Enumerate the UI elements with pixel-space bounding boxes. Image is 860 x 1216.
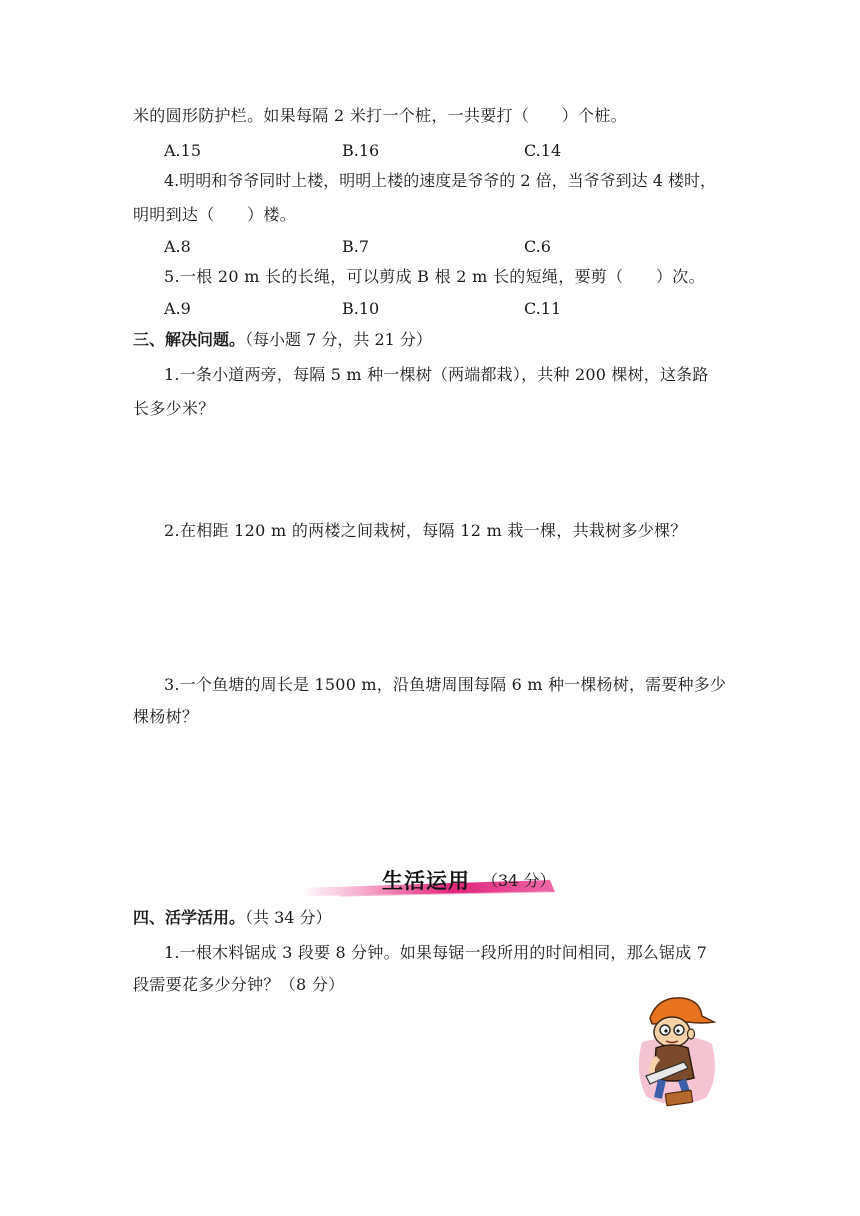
q4-option-b: B.7 xyxy=(342,237,370,256)
q4-option-a: A.8 xyxy=(164,237,191,256)
s3-q3-line2: 棵杨树？ xyxy=(133,707,199,726)
q3-option-a: A.15 xyxy=(164,141,201,160)
section3-note: （每小题 7 分，共 21 分） xyxy=(245,330,432,349)
section3-heading xyxy=(133,329,432,351)
section4-heading xyxy=(133,907,332,929)
q4-text-line2: 明明到达（ ）楼。 xyxy=(133,205,297,224)
section3-title: 三、解决问题。 xyxy=(133,330,246,349)
s3-q1-line1: 1.一条小道两旁，每隔 5 m 种一棵树（两端都栽），共种 200 棵树，这条路 xyxy=(164,365,709,384)
s4-q1-line1: 1.一根木料锯成 3 段要 8 分钟。如果每锯一段所用的时间相同，那么锯成 7 xyxy=(164,943,708,962)
q4-option-c: C.6 xyxy=(524,237,551,256)
q5-option-c: C.11 xyxy=(524,299,562,318)
q5-option-a: A.9 xyxy=(164,299,191,318)
banner-score: （34 分） xyxy=(482,871,556,890)
carpenter-boy-icon xyxy=(628,992,724,1112)
q4-text-line1: 4.明明和爷爷同时上楼，明明上楼的速度是爷爷的 2 倍，当爷爷到达 4 楼时， xyxy=(164,171,716,190)
section4-title: 四、活学活用。 xyxy=(133,908,246,927)
section4-note: （共 34 分） xyxy=(245,908,332,927)
banner-title: 生活运用 xyxy=(382,869,470,893)
s4-q1-line2: 段需要花多少分钟？（8 分） xyxy=(133,975,345,994)
s3-q3-line1: 3.一个鱼塘的周长是 1500 m，沿鱼塘周围每隔 6 m 种一棵杨树，需要种多少 xyxy=(164,675,727,694)
q5-option-b: B.10 xyxy=(342,299,380,318)
q5-text: 5.一根 20 m 长的长绳，可以剪成 B 根 2 m 长的短绳，要剪（ ）次。 xyxy=(164,267,705,286)
s3-q2: 2.在相距 120 m 的两楼之间栽树，每隔 12 m 栽一棵，共栽树多少棵？ xyxy=(164,521,687,540)
q3-option-b: B.16 xyxy=(342,141,380,160)
q3-option-c: C.14 xyxy=(524,141,562,160)
s3-q1-line2: 长多少米？ xyxy=(133,399,215,418)
q3-text-tail: 米的圆形防护栏。如果每隔 2 米打一个桩，一共要打（ ）个桩。 xyxy=(133,106,627,125)
